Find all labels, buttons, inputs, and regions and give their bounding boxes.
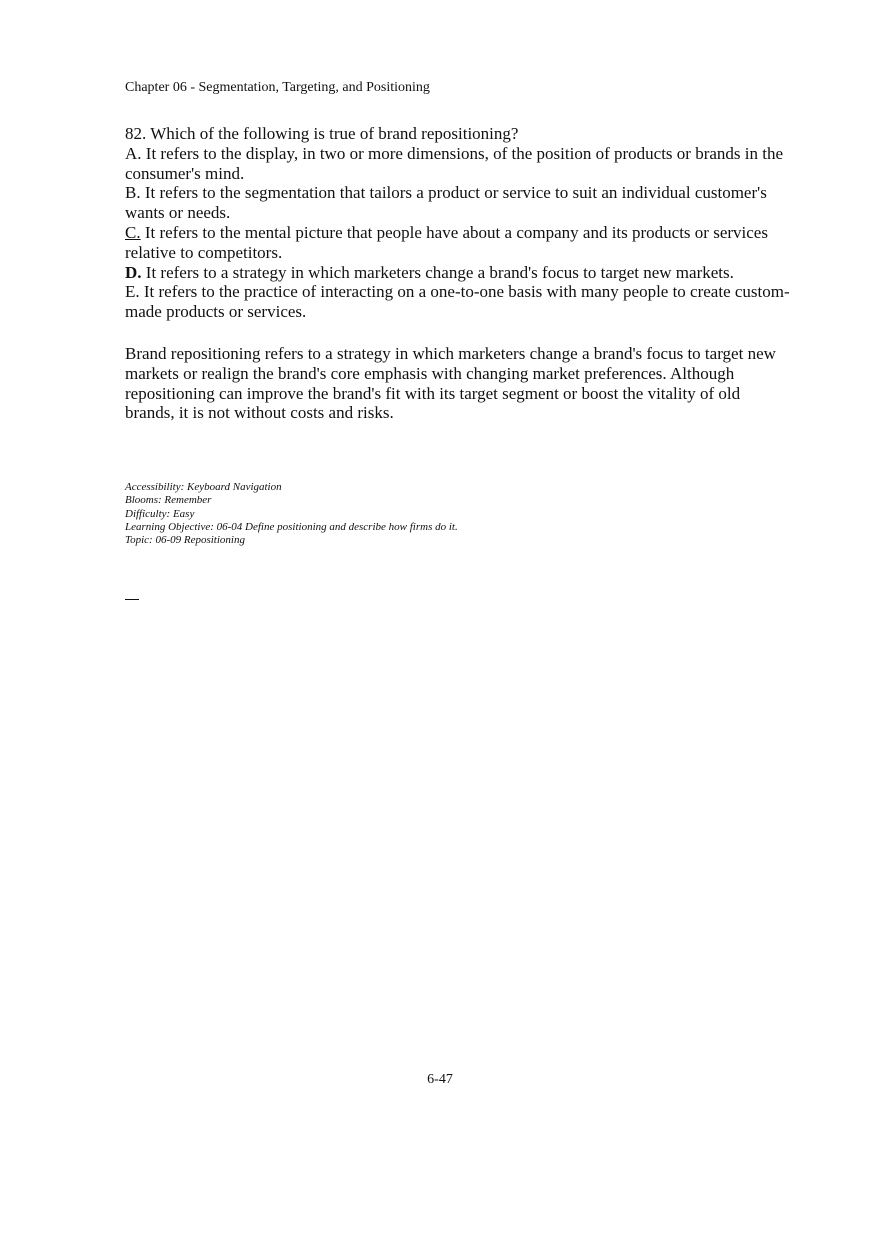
option-a	[125, 144, 790, 184]
meta-blooms: Blooms: Remember	[125, 494, 212, 507]
option-e-label: E.	[125, 282, 140, 302]
meta-learning-objective: Learning Objective: 06-04 Define positioning and describe how firms do it.	[125, 520, 458, 533]
option-d-correct	[125, 263, 790, 283]
option-d-label: D.	[125, 262, 142, 282]
option-c-label: C.	[125, 222, 141, 242]
option-b	[125, 183, 790, 223]
question-stem: 82. Which of the following is true of brand repositioning?	[125, 124, 519, 143]
option-a-text: It refers to the display, in two or more dimensions, of the position of products or brands in the consumer's mind.	[125, 143, 784, 183]
option-d-text: It refers to a strategy in which marketers change a brand's focus to target new markets.	[141, 262, 734, 282]
option-c	[125, 223, 790, 263]
chapter-header: Chapter 06 - Segmentation, Targeting, and Positioning	[125, 80, 430, 95]
separator-rule	[125, 599, 139, 600]
option-a-label: A.	[125, 143, 142, 163]
meta-accessibility: Accessibility: Keyboard Navigation	[125, 481, 282, 493]
question-block	[125, 124, 790, 322]
option-e-text: It refers to the practice of interacting on a one-to-one basis with many people to create custom-made products or services.	[125, 282, 790, 322]
question-metadata	[125, 481, 458, 547]
answer-explanation: Brand repositioning refers to a strategy in which marketers change a brand's focus to target new markets or realign the brand's core emphasis with changing market preferences. Although repositioning can improve the brand's fit with its target segment or boost the vitality of old brands, it is not without costs and risks.	[125, 344, 776, 423]
option-c-text: It refers to the mental picture that people have about a company and its products or services relative to competitors.	[125, 222, 768, 262]
meta-difficulty: Difficulty: Easy	[125, 507, 195, 520]
meta-topic: Topic: 06-09 Repositioning	[125, 534, 245, 547]
option-b-label: B.	[125, 183, 141, 203]
option-b-text: It refers to the segmentation that tailors a product or service to suit an individual customer's wants or needs.	[125, 183, 767, 223]
page-number: 6-47	[427, 1072, 453, 1087]
option-e	[125, 282, 790, 322]
